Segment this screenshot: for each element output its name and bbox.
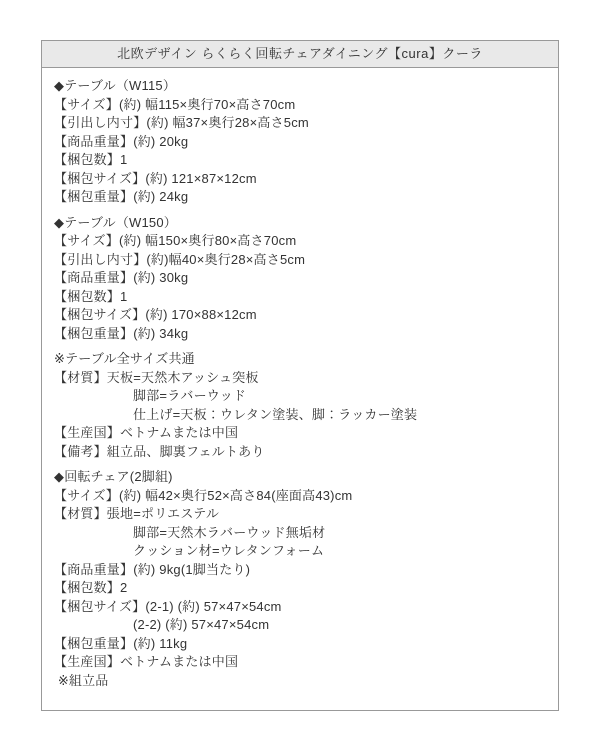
spec-line: 【梱包重量】(約) 11kg bbox=[54, 635, 188, 651]
spec-line: 脚部=ラバーウッド bbox=[133, 388, 247, 403]
spec-line: 【商品重量】(約) 9kg(1脚当たり) bbox=[54, 561, 251, 577]
spec-line: ◆テーブル（W115） bbox=[54, 78, 177, 93]
spec-line: クッション材=ウレタンフォーム bbox=[133, 543, 325, 558]
spec-section-table-common bbox=[54, 350, 546, 461]
spec-line: ◆テーブル（W150） bbox=[54, 214, 177, 230]
spec-line: 【サイズ】(約) 幅42×奥行52×高さ84(座面高43)cm bbox=[54, 487, 353, 503]
spec-line: 【サイズ】(約) 幅150×奥行80×高さ70cm bbox=[54, 233, 297, 248]
spec-line: 【商品重量】(約) 20kg bbox=[54, 133, 189, 149]
spec-line: 【生産国】ベトナムまたは中国 bbox=[54, 654, 239, 669]
spec-line: 【梱包数】1 bbox=[54, 288, 128, 304]
spec-line: ※テーブル全サイズ共通 bbox=[54, 351, 195, 366]
spec-line: ◆回転チェア(2脚組) bbox=[54, 469, 173, 484]
spec-line: 【梱包重量】(約) 34kg bbox=[54, 325, 189, 341]
spec-line: ※組立品 bbox=[54, 672, 109, 688]
spec-line: 【備考】組立品、脚裏フェルトあり bbox=[54, 443, 265, 459]
spec-table-title: 北欧デザイン らくらく回転チェアダイニング【cura】クーラ bbox=[42, 41, 558, 68]
spec-line: 【引出し内寸】(約) 幅37×奥行28×高さ5cm bbox=[54, 115, 309, 130]
spec-line: 【サイズ】(約) 幅115×奥行70×高さ70cm bbox=[54, 96, 296, 112]
spec-section-table-w150 bbox=[54, 214, 546, 344]
spec-line: 【梱包数】2 bbox=[54, 580, 128, 595]
spec-line: 【梱包数】1 bbox=[54, 152, 128, 167]
spec-line: 【商品重量】(約) 30kg bbox=[54, 270, 189, 285]
spec-line: 【生産国】ベトナムまたは中国 bbox=[54, 425, 239, 440]
spec-body bbox=[42, 68, 558, 710]
spec-line: (2-2) (約) 57×47×54cm bbox=[133, 617, 270, 632]
product-spec-table bbox=[41, 40, 559, 711]
spec-line: 脚部=天然木ラバーウッド無垢材 bbox=[133, 524, 326, 540]
spec-line: 【梱包サイズ】(約) 170×88×12cm bbox=[54, 307, 257, 322]
spec-section-swivel-chair bbox=[54, 468, 546, 690]
spec-section-table-w115 bbox=[54, 77, 546, 207]
spec-line: 【梱包重量】(約) 24kg bbox=[54, 189, 189, 204]
spec-line: 【梱包サイズ】(約) 121×87×12cm bbox=[54, 170, 257, 186]
spec-line: 【引出し内寸】(約)幅40×奥行28×高さ5cm bbox=[54, 251, 306, 267]
spec-line: 【梱包サイズ】(2-1) (約) 57×47×54cm bbox=[54, 598, 282, 614]
spec-line: 【材質】天板=天然木アッシュ突板 bbox=[54, 369, 259, 385]
spec-line: 仕上げ=天板：ウレタン塗装、脚：ラッカー塗装 bbox=[133, 406, 418, 422]
spec-line: 【材質】張地=ポリエステル bbox=[54, 506, 220, 521]
